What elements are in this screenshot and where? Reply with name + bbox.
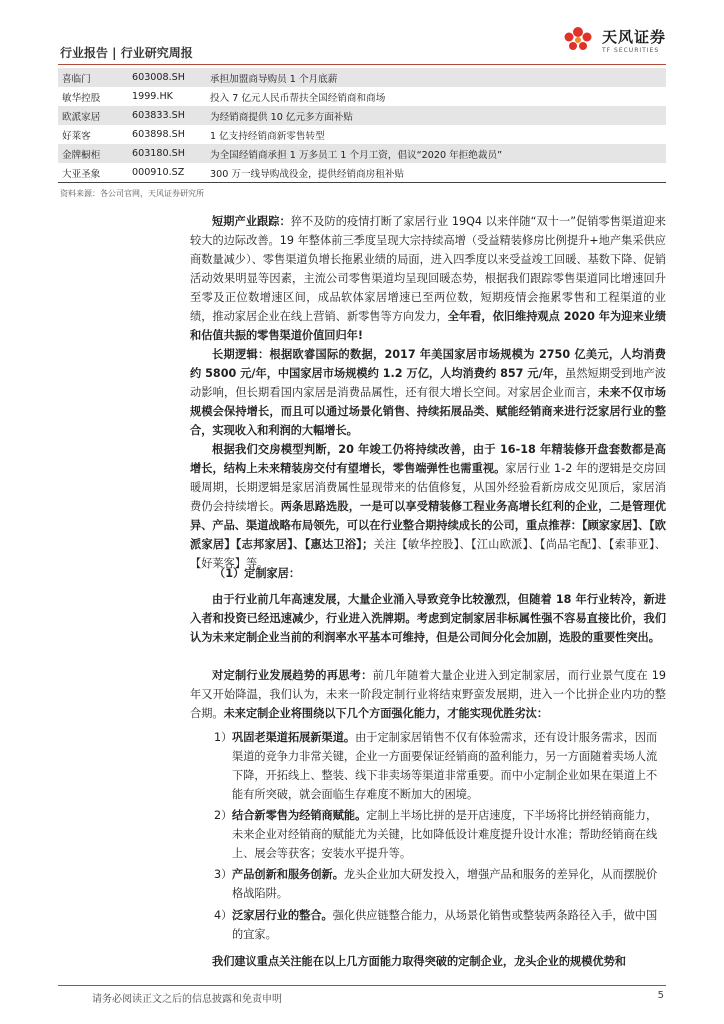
list-item (214, 728, 666, 804)
paragraph-lead: 根据我们交房模型判断，20 年竣工仍将持续改善，由于 16-18 年精装修开盘套数都是高增长，结构上未来精装房交付有望增长，零售端弹性也需重视。 (190, 443, 666, 475)
paragraph-lead: 短期产业跟踪： (212, 215, 291, 228)
list-item-number: 3） (214, 868, 233, 881)
paragraph-body: 虽然短期受到地产波动影响，但长期看国内家居是消费品属性，还有很大增长空间。对家居企业而言， (190, 367, 666, 399)
list-item (214, 865, 666, 903)
list-item-title: 结合新零售为经销商赋能。 (232, 809, 367, 822)
table-source-note: 资料来源：各公司官网，天风证券研究所 (60, 189, 204, 198)
list-item-number: 2） (214, 809, 233, 822)
list-item-text: 强化供应链整合能力，从场景化销售或整装两条路径入手，做中国的宜家。 (232, 909, 658, 941)
paragraph-lead: 对定制行业发展趋势的再思考： (212, 669, 373, 682)
measure-cell: 承担加盟商导购员 1 个月底薪 (206, 68, 666, 87)
company-cell: 大亚圣象 (62, 168, 101, 180)
code-cell: 603008.SH (128, 68, 206, 87)
dealer-support-table (58, 68, 666, 182)
paragraph-lead: 长期逻辑：根据欧睿国际的数据，2017 年美国家居市场规模为 2750 亿美元，人均消费约 5800 元/年，中国家居市场规模约 1.2 万亿，人均消费约 857 元/年， (190, 348, 666, 380)
company-logo (558, 20, 666, 60)
table-row (58, 106, 666, 125)
list-item (214, 906, 666, 944)
footer-disclaimer: 请务必阅读正文之后的信息披露和免责申明 (92, 994, 282, 1005)
logo-flower-icon (558, 20, 598, 60)
short-term-tracking-paragraph (190, 212, 666, 345)
company-cell: 敏华控股 (62, 92, 101, 104)
measure-cell: 为经销商提供 10 亿元多方面补贴 (206, 106, 666, 125)
list-item-number: 4） (214, 909, 233, 922)
list-item-number: 1） (214, 731, 233, 744)
report-header-title: 行业报告 | 行业研究周报 (60, 46, 193, 60)
table-row (58, 125, 666, 144)
recommendation-paragraph (190, 952, 666, 971)
long-term-logic-paragraph (190, 345, 666, 440)
list-item-text: 龙头企业加大研发投入，增强产品和服务的差异化，从而摆脱价格战陷阱。 (232, 868, 658, 900)
industry-reshuffle-paragraph (190, 590, 666, 647)
list-item-title: 巩固老渠道拓展新渠道。 (232, 731, 356, 744)
footer-divider (58, 985, 666, 986)
code-cell: 1999.HK (132, 91, 173, 102)
list-item-text: 由于定制家居销售不仅有体验需求，还有设计服务需求，因而渠道的竞争力非常关键，企业一方面要保证经销商的盈利能力，另一方面随着卖场人流下降，开拓线上、整装、线下非卖场等渠道非常重要。而中小定制企业如果在渠道上不能有所突破，就会面临生存难度不断加大的困境。 (232, 731, 658, 801)
paragraph-conclusion: 全年看，依旧维持观点 2020 年为迎来业绩和估值共振的零售渠道价值回归年! (190, 310, 666, 342)
paragraph-body: 前几年随着大量企业进入到定制家居，而行业景气度在 19 年又开始降温，我们认为，未来一阶段定制行业将结束野蛮发展期，进入一个比拼企业内功的整合期。 (190, 669, 666, 720)
paragraph-body: 由于行业前几年高速发展，大量企业涌入导致竞争比较激烈，但随着 18 年行业转冷，新进入者和投资已经迅速减少，行业进入洗牌期。考虑到定制家居非标属性强不容易直接比价，我们认为未来定制企业当前的利润率水平基本可维持，但是公司间分化会加剧，选股的重要性突出。 (190, 593, 666, 644)
list-item-text: 定制上半场比拼的是开店速度，下半场将比拼经销商能力，未来企业对经销商的赋能尤为关键，比如降低设计难度提升设计水准；帮助经销商在线上、展会等获客；安装水平提升等。 (232, 809, 658, 860)
table-row (58, 68, 666, 87)
code-cell: 603180.SH (128, 144, 206, 163)
paragraph-body: 我们建议重点关注能在以上几方面能力取得突破的定制企业，龙头企业的规模优势和 (212, 955, 626, 968)
header-divider (58, 64, 666, 65)
list-item-title: 产品创新和服务创新。 (232, 868, 344, 881)
measure-cell: 300 万一线导购战役金，提供经销商房租补贴 (210, 168, 405, 180)
code-cell: 603898.SH (132, 129, 185, 140)
measure-cell: 1 亿支持经销商新零售转型 (210, 130, 325, 142)
company-cell: 金牌橱柜 (58, 144, 128, 163)
logo-english-name: TF SECURITIES (601, 47, 660, 54)
measure-cell: 投入 7 亿元人民币帮扶全国经销商和商场 (210, 92, 386, 104)
trend-rethink-paragraph (190, 666, 666, 723)
company-cell: 好莱客 (62, 130, 91, 142)
list-item (214, 806, 666, 863)
stock-picking-paragraph (190, 440, 666, 573)
table-bottom-rule (58, 182, 666, 183)
paragraph-body: 猝不及防的疫情打断了家居行业 19Q4 以来伴随“双十一”促销零售渠道迎来较大的边际改善。19 年整体前三季度呈现大宗持续高增（受益精装修房比例提升+地产集采供应商数量减少）、零售渠道负增长拖累业绩的局面，进入四季度以来受益竣工回暖、基数下降、促销活动效果明显等因素，主流公司零售渠道均呈现回暖态势，根据我们跟踪零售渠道同比增速回升至零及正位数增速区间，成品软体家居增速已至两位数，短期疫情会拖累零售和工程渠道的业绩，推动家居企业在线上营销、新零售等方向发力， (190, 215, 666, 323)
paragraph-body: 家居行业 1-2 年的逻辑是交房回暖周期，长期逻辑是家居消费属性显现带来的估值修复，从国外经验看新房成交见顶后，家居消费仍会持续增长。 (190, 462, 666, 513)
logo-chinese-name: 天风证券 (601, 28, 666, 46)
code-cell: 000910.SZ (132, 167, 185, 178)
table-row (58, 144, 666, 163)
table-row (58, 163, 666, 182)
code-cell: 603833.SH (128, 106, 206, 125)
page-number: 5 (657, 990, 664, 1001)
section-heading-custom-furniture: （1）定制家居： (214, 567, 301, 580)
paragraph-conclusion: 未来不仅市场规模会保持增长，而且可以通过场景化销售、持续拓展品类、赋能经销商来进行泛家居行业的整合，实现收入和利润的大幅增长。 (190, 386, 666, 437)
list-item-title: 泛家居行业的整合。 (232, 909, 333, 922)
paragraph-watchlist: 关注【敏华控股】、【江山欧派】、【尚品宅配】、【索菲亚】、【好莱客】等。 (190, 538, 666, 570)
measure-cell: 为全国经销商承担 1 万多员工 1 个月工资，倡议“2020 年拒绝裁员” (206, 144, 666, 163)
company-cell: 欧派家居 (58, 106, 128, 125)
paragraph-recommendation: 两条思路选股，一是可以享受精装修工程业务高增长红利的企业，二是管理优异、产品、渠道战略布局领先，可以在行业整合期持续成长的公司，重点推荐：【顾家家居】、【欧派家居】【志邦家居】、【惠达卫浴】； (190, 500, 666, 551)
table-row (58, 87, 666, 106)
paragraph-conclusion: 未来定制企业将围绕以下几个方面强化能力，才能实现优胜劣汰： (223, 707, 549, 720)
company-cell: 喜临门 (58, 68, 128, 87)
